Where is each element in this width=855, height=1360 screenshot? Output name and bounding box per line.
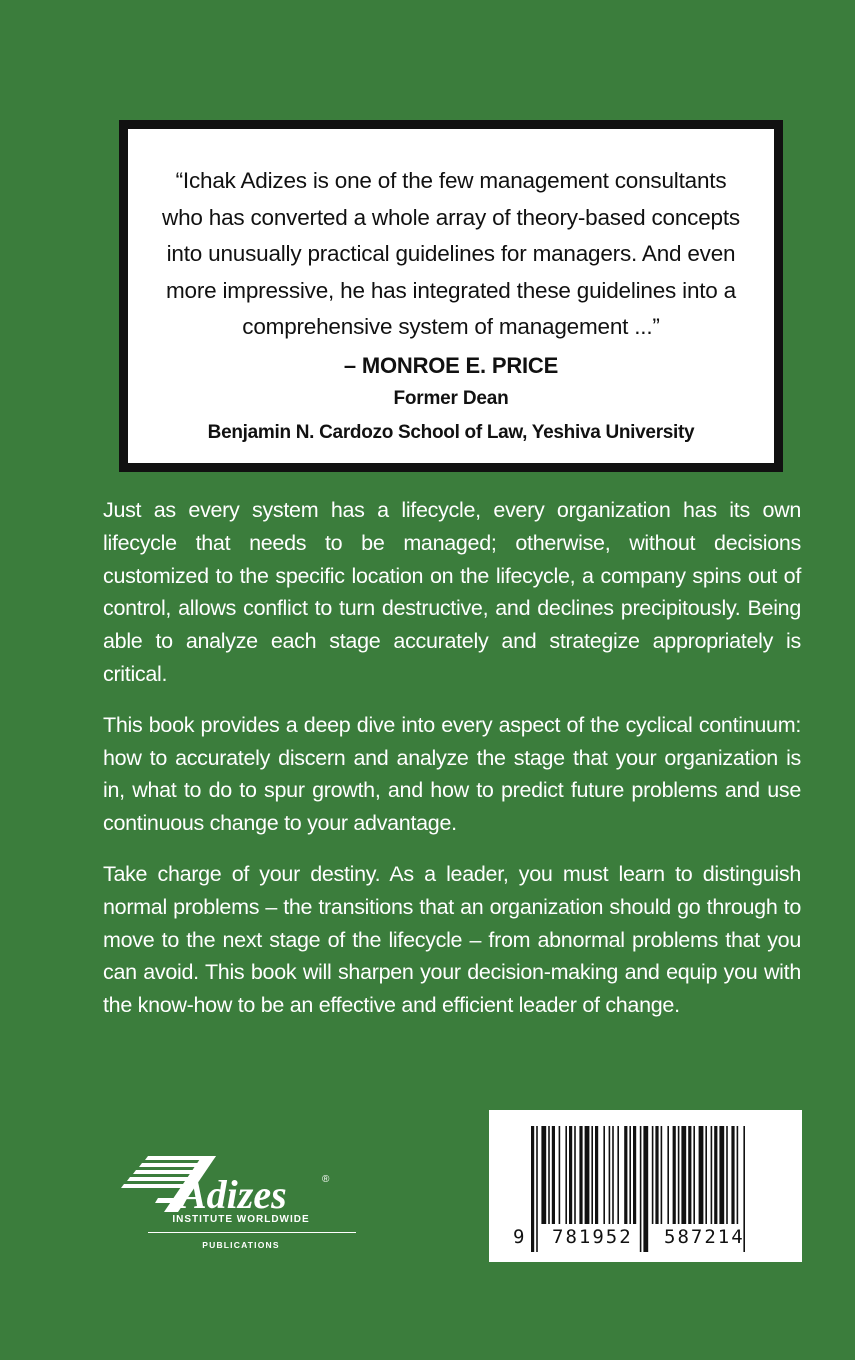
barcode-bars (489, 1110, 802, 1262)
barcode-bar (603, 1126, 605, 1224)
barcode-bar (569, 1126, 572, 1224)
barcode-bar (531, 1126, 534, 1252)
barcode-bar (711, 1126, 713, 1224)
logo-institute-text: INSTITUTE WORLDWIDE (172, 1214, 310, 1225)
isbn-barcode (489, 1110, 802, 1262)
barcode-bar (591, 1126, 593, 1224)
testimonial-institution: Benjamin N. Cardozo School of Law, Yeshiva University (207, 421, 695, 443)
barcode-bar (705, 1126, 707, 1224)
testimonial-author: – MONROE E. PRICE (343, 352, 559, 378)
barcode-bar (714, 1126, 717, 1224)
barcode-bar (595, 1126, 598, 1224)
testimonial-role: Former Dean (393, 387, 509, 409)
barcode-bar (643, 1126, 648, 1252)
barcode-bar (693, 1126, 695, 1224)
barcode-bar (633, 1126, 636, 1224)
barcode-bar (640, 1126, 642, 1252)
description-paragraph: This book provides a deep dive into every aspect of the cyclical continuum: how to accurately discern and analyze the stage that your organization is in, what to do to spur growth, and how to predict future problems and use continuous change to your advantage. (103, 712, 801, 836)
barcode-bar (579, 1126, 582, 1224)
adizes-logo-mark (118, 1152, 338, 1216)
barcode-bar (624, 1126, 627, 1224)
barcode-bar (726, 1126, 728, 1224)
testimonial-box (119, 120, 783, 472)
barcode-bar (673, 1126, 676, 1224)
barcode-bar (617, 1126, 619, 1224)
barcode-bar (667, 1126, 669, 1224)
barcode-bar (574, 1126, 576, 1224)
barcode-bar (661, 1126, 663, 1224)
barcode-bar (652, 1126, 654, 1224)
logo-divider (148, 1232, 356, 1233)
description-paragraph: Just as every system has a lifecycle, every organization has its own lifecycle that needs to be managed; otherwise, without decisions customized to the specific location on the lifecycle, a company spins out of control, allows conflict to turn destructive, and declines precipitously. Being able to analyze each stage accurately and strategize appropriately is critical. (103, 498, 801, 686)
barcode-bar (699, 1126, 704, 1224)
registered-mark: ® (322, 1174, 330, 1185)
barcode-bar (629, 1126, 631, 1224)
publisher-logo (118, 1152, 338, 1262)
barcode-bar (552, 1126, 555, 1224)
barcode-bar (655, 1126, 658, 1224)
barcode-bar (719, 1126, 724, 1224)
barcode-bar (585, 1126, 590, 1224)
logo-wordmark: Adizes (180, 1172, 287, 1216)
barcode-bar (559, 1126, 561, 1224)
barcode-bar (565, 1126, 567, 1224)
barcode-bar (609, 1126, 611, 1224)
description-paragraph: Take charge of your destiny. As a leader, you must learn to distinguish normal problems – the transitions that an organization should go through to move to the next stage of the lifecycle – from abnormal problems that you can avoid. This book will sharpen your decision-making and equip you with the know-how to be an effective and efficient leader of change. (103, 861, 801, 1018)
barcode-bar (731, 1126, 734, 1224)
testimonial-quote: “Ichak Adizes is one of the few management consultants who has converted a whole array of theory-based concepts into unusually practical guidelines for managers. And even more impressive, he has integrated these guidelines into a comprehensive system of management ...” (162, 168, 740, 339)
barcode-bar (536, 1126, 538, 1252)
barcode-bar (688, 1126, 691, 1224)
barcode-bar (678, 1126, 680, 1224)
barcode-bar (612, 1126, 614, 1224)
barcode-lead-digit: 9 (513, 1226, 525, 1248)
barcode-bar (548, 1126, 550, 1224)
barcode-bar (681, 1126, 686, 1224)
barcode-group-2: 587214 (664, 1226, 745, 1248)
barcode-bar (737, 1126, 739, 1224)
book-description (103, 494, 801, 1040)
barcode-bar (541, 1126, 546, 1224)
logo-publications-text: PUBLICATIONS (202, 1240, 280, 1250)
barcode-group-1: 781952 (552, 1226, 633, 1248)
